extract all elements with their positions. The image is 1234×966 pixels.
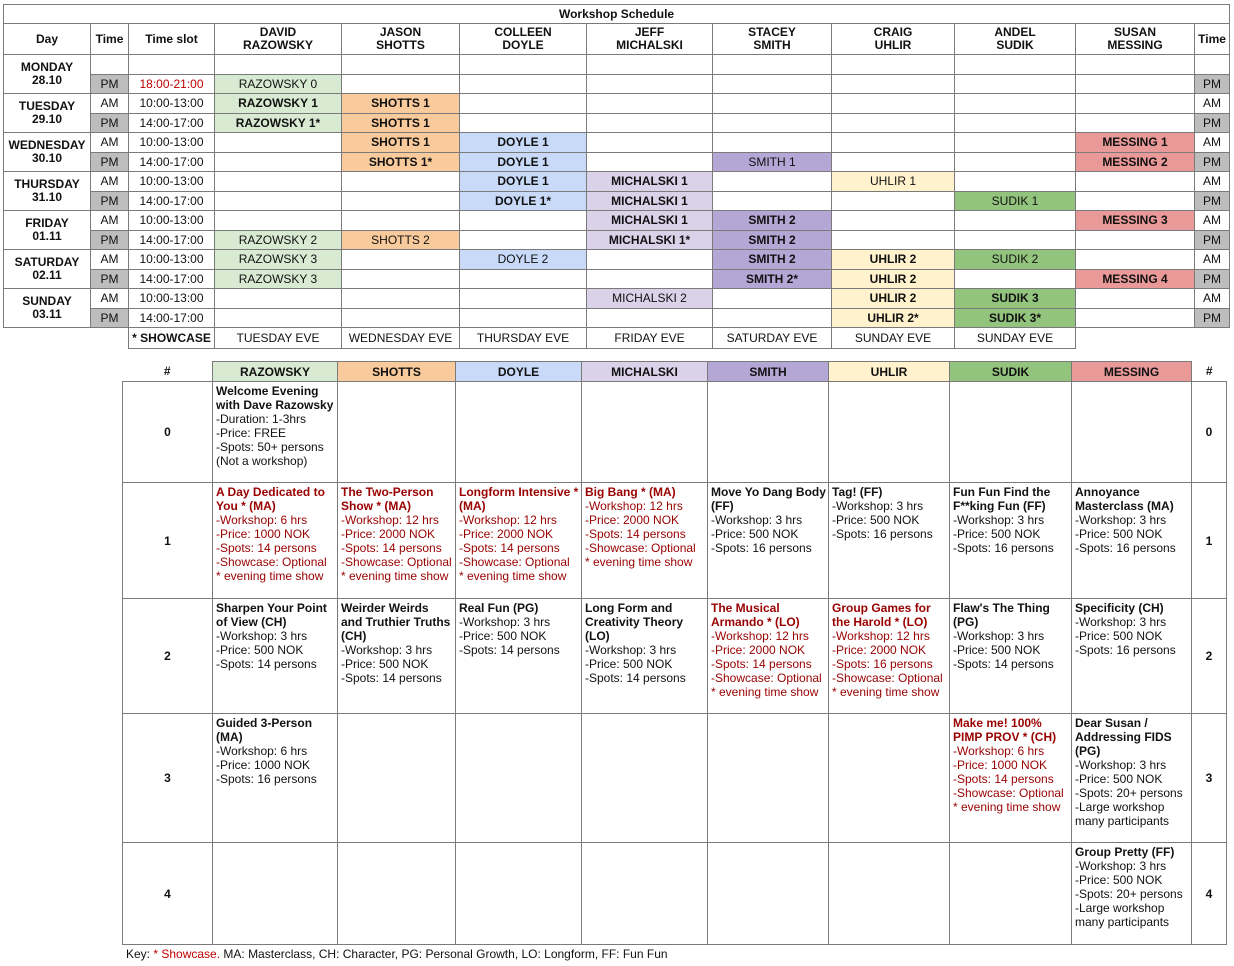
course-title: Guided 3-Person (MA)	[216, 716, 313, 744]
course-cell: Specificity (CH) -Workshop: 3 hrs -Price: 500 NOK -Spots: 16 persons	[1072, 599, 1192, 714]
instructor-header-michalski: JEFF MICHALSKI	[587, 24, 713, 55]
course-cell: Make me! 100% PIMP PROV * (CH) -Workshop: 6 hrs -Price: 1000 NOK -Spots: 14 persons -Showcase: Optional * evening time show	[950, 714, 1072, 843]
session-cell: SMITH 2*	[713, 269, 832, 289]
session-cell: SHOTTS 1	[342, 94, 460, 114]
course-title: Welcome Evening with Dave Razowsky	[216, 384, 334, 412]
row-number-right: 0	[1192, 382, 1227, 483]
time-label-right: PM	[1195, 113, 1230, 133]
row-number-right: 4	[1192, 843, 1227, 945]
session-cell: SMITH 1	[713, 152, 832, 172]
showcase-cell: WEDNESDAY EVE	[342, 328, 460, 349]
time-label: PM	[91, 152, 129, 172]
time-label-right: PM	[1195, 152, 1230, 172]
empty-cell	[91, 55, 129, 75]
session-cell: SHOTTS 1	[342, 133, 460, 153]
course-title: Real Fun (PG)	[459, 601, 539, 615]
time-label: PM	[91, 269, 129, 289]
session-cell: DOYLE 1	[460, 172, 587, 192]
time-slot: 14:00-17:00	[129, 308, 215, 328]
instructor-header-doyle: COLLEEN DOYLE	[460, 24, 587, 55]
course-title: Group Pretty (FF)	[1075, 845, 1175, 859]
time-label-right: PM	[1195, 230, 1230, 250]
empty-cell	[129, 55, 215, 75]
course-table	[122, 361, 1227, 945]
course-cell: Group Games for the Harold * (LO) -Workshop: 12 hrs -Price: 2000 NOK -Spots: 16 persons -Showcase: Optional * evening time show	[829, 599, 950, 714]
instructor-header-shotts: JASON SHOTTS	[342, 24, 460, 55]
column-header-messing: MESSING	[1072, 362, 1192, 382]
time-slot: 10:00-13:00	[129, 172, 215, 192]
course-title: Long Form and Creativity Theory (LO)	[585, 601, 684, 643]
schedule-title: Workshop Schedule	[4, 5, 1230, 24]
day-cell-tuesday: TUESDAY 29.10	[4, 94, 91, 133]
session-cell: SUDIK 2	[955, 250, 1076, 270]
session-cell: RAZOWSKY 3	[215, 250, 342, 270]
session-cell: DOYLE 1*	[460, 191, 587, 211]
session-cell: DOYLE 1	[460, 133, 587, 153]
time-label: AM	[91, 250, 129, 270]
course-title: Flaw's The Thing (PG)	[953, 601, 1050, 629]
column-header-shotts: SHOTTS	[338, 362, 456, 382]
instructor-header-smith: STACEY SMITH	[713, 24, 832, 55]
instructor-header-sudik: ANDEL SUDIK	[955, 24, 1076, 55]
showcase-label: * SHOWCASE	[129, 328, 215, 349]
session-cell: UHLIR 2	[832, 269, 955, 289]
instructor-header-razowsky: DAVID RAZOWSKY	[215, 24, 342, 55]
course-cell: Move Yo Dang Body (FF) -Workshop: 3 hrs -Price: 500 NOK -Spots: 16 persons	[708, 483, 829, 599]
time-label: PM	[91, 308, 129, 328]
day-header: Day	[4, 24, 91, 55]
instructor-header-uhlir: CRAIG UHLIR	[832, 24, 955, 55]
course-cell: Dear Susan / Addressing FIDS (PG) -Workshop: 3 hrs -Price: 500 NOK -Spots: 20+ persons -Large workshop many participants	[1072, 714, 1192, 843]
column-header-sudik: SUDIK	[950, 362, 1072, 382]
time-label: PM	[91, 230, 129, 250]
time-slot-header: Time slot	[129, 24, 215, 55]
time-label-right: AM	[1195, 172, 1230, 192]
session-cell: MICHALSKI 2	[587, 289, 713, 309]
course-cell: Long Form and Creativity Theory (LO) -Workshop: 3 hrs -Price: 500 NOK -Spots: 14 persons	[582, 599, 708, 714]
session-cell: SMITH 2	[713, 230, 832, 250]
session-cell: UHLIR 2*	[832, 308, 955, 328]
course-cell: Annoyance Masterclass (MA) -Workshop: 3 hrs -Price: 500 NOK -Spots: 16 persons	[1072, 483, 1192, 599]
course-title: Sharpen Your Point of View (CH)	[216, 601, 327, 629]
course-cell: A Day Dedicated to You * (MA) -Workshop: 6 hrs -Price: 1000 NOK -Spots: 14 persons -Showcase: Optional * evening time show	[213, 483, 338, 599]
time-label-right: AM	[1195, 250, 1230, 270]
time-label: PM	[91, 191, 129, 211]
course-cell: Guided 3-Person (MA) -Workshop: 6 hrs -Price: 1000 NOK -Spots: 16 persons	[213, 714, 338, 843]
time-label: PM	[91, 113, 129, 133]
showcase-cell: TUESDAY EVE	[215, 328, 342, 349]
time-slot: 14:00-17:00	[129, 269, 215, 289]
session-cell: SHOTTS 1*	[342, 152, 460, 172]
time-label: AM	[91, 211, 129, 231]
day-cell-saturday: SATURDAY 02.11	[4, 250, 91, 289]
course-title: The Musical Armando * (LO)	[711, 601, 800, 629]
time-header: Time	[91, 24, 129, 55]
session-cell: DOYLE 2	[460, 250, 587, 270]
time-label: AM	[91, 172, 129, 192]
course-cell: The Two-Person Show * (MA) -Workshop: 12 hrs -Price: 2000 NOK -Spots: 14 persons -Showcase: Optional * evening time show	[338, 483, 456, 599]
time-label: AM	[91, 289, 129, 309]
course-title: Group Games for the Harold * (LO)	[832, 601, 931, 629]
time-slot: 10:00-13:00	[129, 289, 215, 309]
session-cell: MICHALSKI 1	[587, 191, 713, 211]
time-slot: 14:00-17:00	[129, 113, 215, 133]
time-slot: 14:00-17:00	[129, 152, 215, 172]
session-cell: UHLIR 2	[832, 289, 955, 309]
showcase-cell: SATURDAY EVE	[713, 328, 832, 349]
course-title: Make me! 100% PIMP PROV * (CH)	[953, 716, 1057, 744]
course-cell: Tag! (FF) -Workshop: 3 hrs -Price: 500 NOK -Spots: 16 persons	[829, 483, 950, 599]
time-slot: 10:00-13:00	[129, 94, 215, 114]
time-label-right: PM	[1195, 269, 1230, 289]
time-slot: 18:00-21:00	[129, 74, 215, 94]
showcase-cell: THURSDAY EVE	[460, 328, 587, 349]
session-cell: RAZOWSKY 1	[215, 94, 342, 114]
session-cell: SMITH 2	[713, 211, 832, 231]
showcase-cell: SUNDAY EVE	[955, 328, 1076, 349]
session-cell: RAZOWSKY 3	[215, 269, 342, 289]
time-slot: 10:00-13:00	[129, 133, 215, 153]
time-label-right: AM	[1195, 133, 1230, 153]
column-header-michalski: MICHALSKI	[582, 362, 708, 382]
session-cell: MESSING 1	[1076, 133, 1195, 153]
course-title: Tag! (FF)	[832, 485, 883, 499]
time-label-right: AM	[1195, 94, 1230, 114]
session-cell: UHLIR 2	[832, 250, 955, 270]
course-title: Move Yo Dang Body (FF)	[711, 485, 826, 513]
course-title: Fun Fun Find the F**king Fun (FF)	[953, 485, 1051, 513]
course-cell: Fun Fun Find the F**king Fun (FF) -Workshop: 3 hrs -Price: 500 NOK -Spots: 16 persons	[950, 483, 1072, 599]
course-cell: Big Bang * (MA) -Workshop: 12 hrs -Price: 2000 NOK -Spots: 14 persons -Showcase: Optional * evening time show	[582, 483, 708, 599]
session-cell: SMITH 2	[713, 250, 832, 270]
course-cell: Real Fun (PG) -Workshop: 3 hrs -Price: 500 NOK -Spots: 14 persons	[456, 599, 582, 714]
session-cell: SUDIK 3	[955, 289, 1076, 309]
session-cell: SUDIK 1	[955, 191, 1076, 211]
course-cell: Flaw's The Thing (PG) -Workshop: 3 hrs -Price: 500 NOK -Spots: 14 persons	[950, 599, 1072, 714]
column-header-uhlir: UHLIR	[829, 362, 950, 382]
day-cell-wednesday: WEDNESDAY 30.10	[4, 133, 91, 172]
session-cell: UHLIR 1	[832, 172, 955, 192]
session-cell: MICHALSKI 1*	[587, 230, 713, 250]
row-number: 1	[123, 483, 213, 599]
course-cell: Welcome Evening with Dave Razowsky -Duration: 1-3hrs -Price: FREE -Spots: 50+ persons (Not a workshop)	[213, 382, 338, 483]
instructor-header-messing: SUSAN MESSING	[1076, 24, 1195, 55]
session-cell: MESSING 4	[1076, 269, 1195, 289]
showcase-cell: FRIDAY EVE	[587, 328, 713, 349]
showcase-key: * Showcase.	[153, 947, 221, 961]
session-cell: MICHALSKI 1	[587, 211, 713, 231]
row-number-right: 2	[1192, 599, 1227, 714]
course-title: Longform Intensive * (MA)	[459, 485, 579, 513]
course-title: A Day Dedicated to You * (MA)	[216, 485, 325, 513]
course-title: Annoyance Masterclass (MA)	[1075, 485, 1174, 513]
course-title: The Two-Person Show * (MA)	[341, 485, 434, 513]
course-title: Specificity (CH)	[1075, 601, 1164, 615]
course-title: Big Bang * (MA)	[585, 485, 676, 499]
day-cell-sunday: SUNDAY 03.11	[4, 289, 91, 328]
course-cell: Sharpen Your Point of View (CH) -Workshop: 3 hrs -Price: 500 NOK -Spots: 14 persons	[213, 599, 338, 714]
session-cell: SUDIK 3*	[955, 308, 1076, 328]
time-slot: 14:00-17:00	[129, 191, 215, 211]
session-cell: SHOTTS 1	[342, 113, 460, 133]
course-cell: Longform Intensive * (MA) -Workshop: 12 hrs -Price: 2000 NOK -Spots: 14 persons -Showcase: Optional * evening time show	[456, 483, 582, 599]
session-cell: MESSING 2	[1076, 152, 1195, 172]
schedule-table	[3, 4, 1230, 349]
column-header-doyle: DOYLE	[456, 362, 582, 382]
time-label-right: PM	[1195, 308, 1230, 328]
time-slot: 10:00-13:00	[129, 250, 215, 270]
column-header-razowsky: RAZOWSKY	[213, 362, 338, 382]
course-cell: Weirder Weirds and Truthier Truths (CH) -Workshop: 3 hrs -Price: 500 NOK -Spots: 14 persons	[338, 599, 456, 714]
row-number: 4	[123, 843, 213, 945]
session-cell: RAZOWSKY 0	[215, 74, 342, 94]
course-cell: Group Pretty (FF) -Workshop: 3 hrs -Price: 500 NOK -Spots: 20+ persons -Large workshop many participants	[1072, 843, 1192, 945]
course-title: Dear Susan / Addressing FIDS (PG)	[1075, 716, 1172, 758]
legend-key: Key: * Showcase. MA: Masterclass, CH: Character, PG: Personal Growth, LO: Longform, FF: Fun Fun	[126, 947, 668, 961]
row-number: 3	[123, 714, 213, 843]
showcase-cell: SUNDAY EVE	[832, 328, 955, 349]
day-cell-friday: FRIDAY 01.11	[4, 211, 91, 250]
time-slot: 10:00-13:00	[129, 211, 215, 231]
time-label-right: PM	[1195, 74, 1230, 94]
number-header: #	[123, 362, 213, 382]
time-label: AM	[91, 133, 129, 153]
session-cell: MICHALSKI 1	[587, 172, 713, 192]
day-cell-monday: MONDAY 28.10	[4, 55, 91, 94]
session-cell: MESSING 3	[1076, 211, 1195, 231]
session-cell: DOYLE 1	[460, 152, 587, 172]
course-title: Weirder Weirds and Truthier Truths (CH)	[341, 601, 451, 643]
day-cell-thursday: THURSDAY 31.10	[4, 172, 91, 211]
time-label: AM	[91, 94, 129, 114]
session-cell: RAZOWSKY 2	[215, 230, 342, 250]
row-number: 2	[123, 599, 213, 714]
number-header-right: #	[1192, 362, 1227, 382]
row-number-right: 3	[1192, 714, 1227, 843]
column-header-smith: SMITH	[708, 362, 829, 382]
time-label-right: AM	[1195, 289, 1230, 309]
course-cell: The Musical Armando * (LO) -Workshop: 12 hrs -Price: 2000 NOK -Spots: 14 persons -Showcase: Optional * evening time show	[708, 599, 829, 714]
row-number-right: 1	[1192, 483, 1227, 599]
session-cell: RAZOWSKY 1*	[215, 113, 342, 133]
time-label: PM	[91, 74, 129, 94]
time-slot: 14:00-17:00	[129, 230, 215, 250]
time-label-right: PM	[1195, 191, 1230, 211]
row-number: 0	[123, 382, 213, 483]
time-header-right: Time	[1195, 24, 1230, 55]
time-label-right: AM	[1195, 211, 1230, 231]
session-cell: SHOTTS 2	[342, 230, 460, 250]
